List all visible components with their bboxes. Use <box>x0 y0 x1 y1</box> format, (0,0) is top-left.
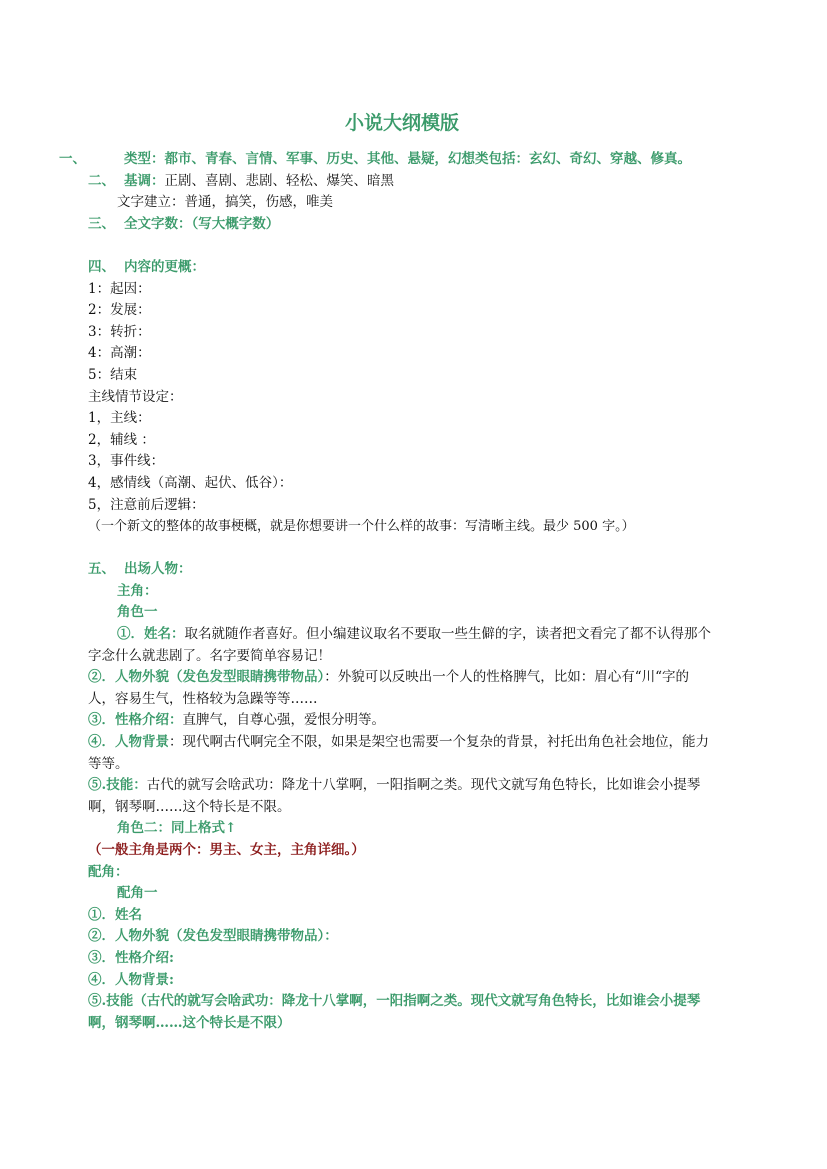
list-item: 5，注意前后逻辑： <box>88 496 205 513</box>
protagonist-heading: 主角： <box>117 582 158 599</box>
role-background-paragraph <box>88 732 716 775</box>
supporting-skill-paragraph: ⑤.技能（古代的就写会啥武功：降龙十八掌啊，一阳指啊之类。现代文就写角色特长，比如谁会小提琴啊，钢琴啊……这个特长是不限） <box>88 993 701 1031</box>
section-1-text: 类型：都市、青春、言情、军事、历史、其他、悬疑，幻想类包括：玄幻、奇幻、穿越、修真。 <box>124 151 691 167</box>
summary-note: （一个新文的整体的故事梗概，就是你想要讲一个什么样的故事：写清晰主线。最少 500 字。） <box>88 519 635 535</box>
section-3-wordcount <box>88 214 716 236</box>
role-looks-paragraph <box>88 667 716 710</box>
section-4-summary <box>88 257 716 279</box>
section-4-text: 内容的更概： <box>124 258 205 275</box>
section-2-label: 基调： <box>124 172 165 189</box>
section-5-characters <box>88 559 716 581</box>
background-text: ：现代啊古代啊完全不限，如果是架空也需要一个复杂的背景，衬托出角色社会地位，能力等等。 <box>88 734 709 772</box>
section-1-number: 一、 <box>59 151 86 167</box>
looks-text: ：外貌可以反映出一个人的性格脾气，比如：眉心有“川“字的人，容易生气，性格较为急躁等等…… <box>88 669 690 707</box>
section-2-number: 二、 <box>88 172 115 189</box>
list-item: 4：高潮： <box>88 345 151 362</box>
section-3-number: 三、 <box>88 215 115 232</box>
list-item: 3：转折： <box>88 323 151 340</box>
name-text: 取名就随作者喜好。但小编建议取名不要取一些生僻的字，读者把文看完了都不认得那个字念什么就悲剧了。名字要简单容易记！ <box>88 626 711 664</box>
section-1-type <box>59 149 716 171</box>
section-3-text: 全文字数：（写大概字数） <box>124 215 280 232</box>
role-name-paragraph <box>88 624 716 667</box>
list-item: 1，主线： <box>88 410 151 427</box>
list-item: 2，辅线 ： <box>88 431 155 448</box>
role-personality-paragraph <box>88 710 716 732</box>
document-page <box>59 108 716 1034</box>
personality-label: ③．性格介绍： <box>88 712 183 729</box>
list-item: 5：结束 <box>88 366 138 383</box>
section-2-subline: 文字建立：普通，搞笑，伤感，唯美 <box>117 194 333 211</box>
list-item: ②．人物外貌（发色发型眼睛携带物品）： <box>88 928 338 945</box>
protagonist-note: （一般主角是两个：男主、女主，主角详细。） <box>88 842 365 858</box>
section-2-tone <box>88 171 716 193</box>
list-item: ③．性格介绍: <box>88 949 174 966</box>
supporting-heading: 配角： <box>88 863 129 880</box>
list-item: ④．人物背景: <box>88 971 174 988</box>
role-one-heading: 角色一 <box>117 604 158 621</box>
list-item: 1：起因： <box>88 280 151 297</box>
skill-label: ⑤.技能： <box>88 777 147 794</box>
list-item: 2：发展： <box>88 302 151 319</box>
list-item: ①．姓名 <box>88 906 142 923</box>
section-5-text: 出场人物： <box>124 561 192 578</box>
spacer <box>88 235 716 257</box>
list-item: 4，感情线（高潮、起伏、低谷）： <box>88 474 293 491</box>
section-4-number: 四、 <box>88 258 115 275</box>
list-item: 3，事件线： <box>88 453 165 470</box>
name-label: ①．姓名： <box>117 626 185 643</box>
spacer <box>88 538 716 560</box>
supporting-one-heading: 配角一 <box>117 885 158 902</box>
section-2-text: 正剧、喜剧、悲剧、轻松、爆笑、暗黑 <box>164 172 394 189</box>
document-title: 小说大纲模版 <box>344 112 459 134</box>
background-label: ④．人物背景 <box>88 734 169 751</box>
section-5-number: 五、 <box>88 561 115 578</box>
role-two-heading: 角色二：同上格式↑ <box>117 820 237 837</box>
skill-text: 古代的就写会啥武功：降龙十八掌啊，一阳指啊之类。现代文就写角色特长，比如谁会小提琴啊，钢琴啊……这个特长是不限。 <box>88 777 701 815</box>
role-skill-paragraph <box>88 775 716 818</box>
looks-label: ②．人物外貌（发色发型眼睛携带物品） <box>88 669 325 686</box>
personality-text: 直脾气，自尊心强，爱恨分明等。 <box>182 712 385 729</box>
plot-setting-title: 主线情节设定： <box>88 388 183 405</box>
